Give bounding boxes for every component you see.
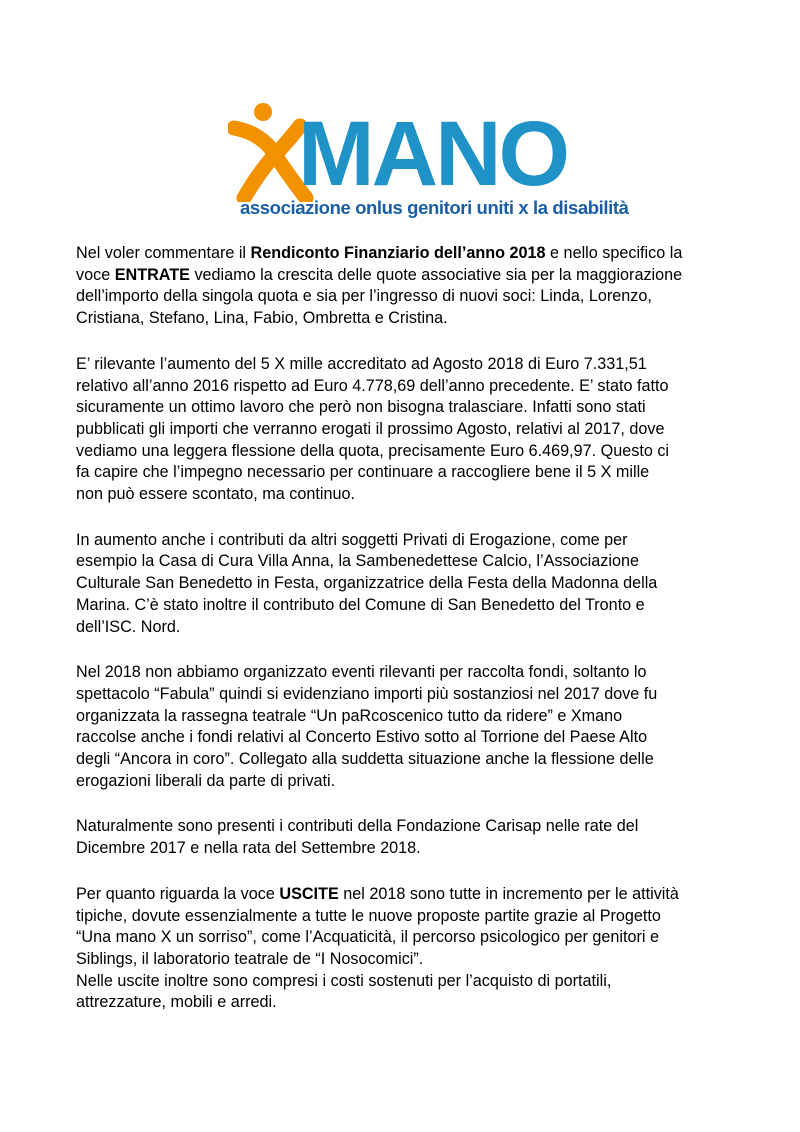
text-segment: nel 2018 sono tutte in incremento per le attività tipiche, dovute essenzialmente a tutte le nuove proposte partite grazie al Progetto “Una mano X un sorriso”, come l’Acquaticità, il percorso psicologico per genitori e Siblings, il laboratorio teatrale de “I Nosocomici”. [76,884,679,968]
bold-rendiconto: Rendiconto Finanziario dell’anno 2018 [250,244,546,262]
text-segment: Nel voler commentare il [76,244,251,262]
logo-wordmark: MANO [298,103,568,205]
logo-tagline: associazione onlus genitori uniti x la disabilità [240,197,629,218]
bold-entrate: ENTRATE [114,265,190,284]
paragraph-entrate [76,243,736,330]
paragraph-uscite [76,884,736,971]
document-body [76,243,736,1038]
text-segment: e nello specifico la voce [76,244,683,284]
paragraph-5x-mille: E’ rilevante l’aumento del 5 X mille accreditato ad Agosto 2018 di Euro 7.331,51 relativo all’anno 2016 rispetto ad Euro 4.778,69 dell’anno precedente. E’ stato fatto sicuramente un ottimo lavoro che però non bisogna tralasciare. Infatti sono stati pubblicati gli importi che verranno erogati il prossimo Agosto, relativi al 2017, dove vediamo una leggera flessione della quota, precisamente Euro 6.469,97. Questo ci fa capire che l’impegno necessario per continuare a raccogliere bene il 5 X mille non può essere scontato, ma continuo. [76,354,670,504]
bold-uscite: USCITE [279,884,339,903]
paragraph-eventi: Nel 2018 non abbiamo organizzato eventi rilevanti per raccolta fondi, soltanto lo spettacolo “Fabula” quindi si evidenziano importi più sostanziosi nel 2017 dove fu organizzata la rassegna teatrale “Un paRcoscenico tutto da ridere” e Xmano raccolse anche i fondi relativi al Concerto Estivo sotto al Torrione del Paese Alto degli “Ancora in coro”. Collegato alla suddetta situazione anche la flessione delle erogazioni liberali da parte di privati. [76,663,658,790]
paragraph-contributi-privati: In aumento anche i contributi da altri soggetti Privati di Erogazione, come per esempio la Casa di Cura Villa Anna, la Sambenedettese Calcio, l’Associazione Culturale San Benedetto in Festa, organizzatrice della Festa della Madonna della Marina. C’è stato inoltre il contributo del Comune di San Benedetto del Tronto e dell’ISC. Nord. [76,530,658,636]
paragraph-fondazione-carisap: Naturalmente sono presenti i contributi della Fondazione Carisap nelle rate del Dicembre 2017 e nella rata del Settembre 2018. [76,817,639,858]
paragraph-costi: Nelle uscite inoltre sono compresi i costi sostenuti per l’acquisto di portatili, attrezzature, mobili e arredi. [76,971,612,1012]
text-segment: Per quanto riguarda la voce [76,884,280,903]
xmano-logo [228,102,629,227]
text-segment: vediamo la crescita delle quote associative sia per la maggiorazione dell’importo della singola quota e sia per l’ingresso di nuovi soci: Linda, Lorenzo, Cristiana, Stefano, Lina, Fabio, Ombretta e Cristina. [76,265,683,328]
